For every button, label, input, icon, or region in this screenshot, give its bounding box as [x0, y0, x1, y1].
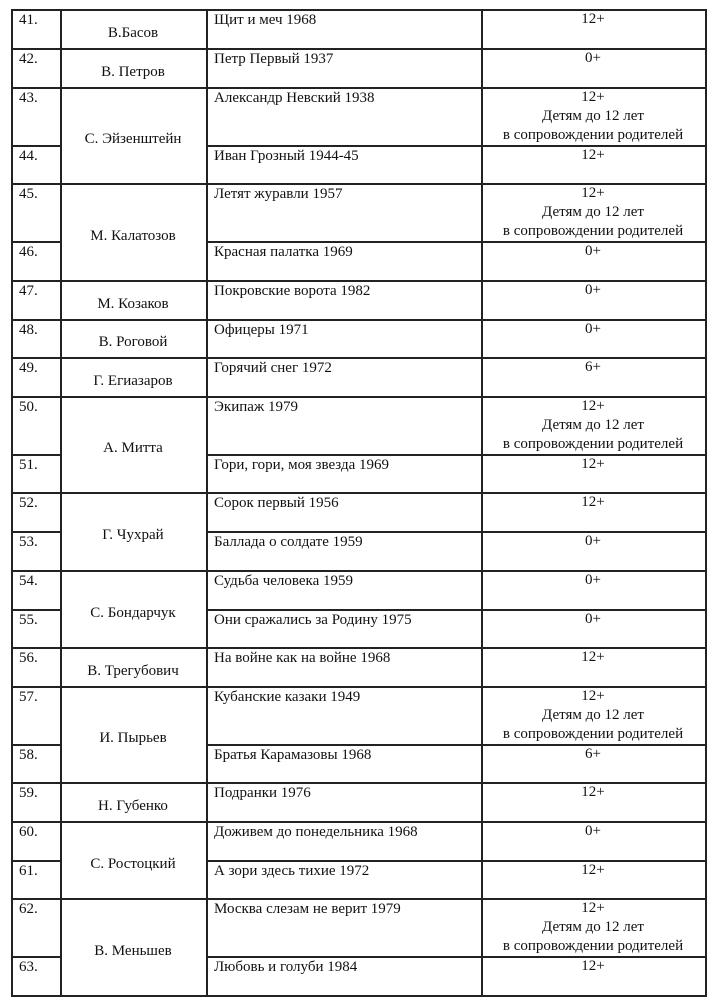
director-divider	[60, 492, 208, 494]
age-rating	[481, 184, 705, 241]
film-title: Доживем до понедельника 1968	[214, 824, 418, 840]
age-rating	[481, 957, 705, 976]
age-rating-value: 6+	[585, 359, 601, 375]
age-rating	[481, 745, 705, 764]
director-divider	[60, 647, 208, 649]
row-divider	[11, 145, 62, 147]
film-title: Сорок первый 1956	[214, 495, 339, 511]
film-title: Офицеры 1971	[214, 322, 309, 338]
director-divider	[60, 357, 208, 359]
row-number: 47.	[19, 283, 38, 299]
column-divider	[481, 9, 483, 997]
row-divider	[11, 744, 62, 746]
row-number: 56.	[19, 650, 38, 666]
age-rating	[481, 88, 705, 145]
row-divider	[11, 570, 62, 572]
row-divider	[11, 396, 62, 398]
age-rating-note: Детям до 12 лет	[542, 108, 644, 124]
row-divider	[11, 319, 62, 321]
row-number: 44.	[19, 148, 38, 164]
row-number: 46.	[19, 244, 38, 260]
row-divider	[11, 357, 62, 359]
age-rating	[481, 571, 705, 590]
film-title: Иван Грозный 1944-45	[214, 148, 359, 164]
age-rating-note: в сопровождении родителей	[502, 127, 684, 143]
age-rating	[481, 242, 705, 261]
row-number: 51.	[19, 457, 38, 473]
director-name: Г. Егиазаров	[93, 372, 173, 389]
director-name: А. Митта	[103, 440, 163, 456]
row-divider	[11, 531, 62, 533]
film-title: Покровские ворота 1982	[214, 283, 371, 299]
row-number: 58.	[19, 747, 38, 763]
director-divider	[60, 570, 208, 572]
director-divider	[60, 48, 208, 50]
director-name: В. Трегубович	[87, 662, 179, 679]
director-name: Н. Губенко	[98, 797, 168, 814]
age-rating	[481, 610, 705, 629]
director-divider	[60, 686, 208, 688]
row-divider	[11, 609, 62, 611]
table-top-border	[11, 9, 707, 11]
film-title: Экипаж 1979	[214, 399, 299, 415]
age-rating-value: 6+	[585, 746, 601, 762]
age-rating	[481, 783, 705, 802]
row-divider	[11, 492, 62, 494]
age-rating-value: 0+	[585, 282, 601, 298]
age-rating-value: 12+	[581, 398, 605, 414]
row-divider	[11, 48, 62, 50]
director-divider	[60, 995, 208, 997]
film-title: Щит и меч 1968	[214, 12, 317, 28]
age-rating	[481, 397, 705, 454]
film-title: Баллада о солдате 1959	[214, 534, 363, 550]
row-number: 60.	[19, 824, 38, 840]
row-divider	[11, 183, 62, 185]
director-name: Г. Чухрай	[102, 527, 164, 543]
director-name: С. Эйзенштейн	[84, 131, 182, 147]
age-rating-note: Детям до 12 лет	[542, 707, 644, 723]
film-title: Александр Невский 1938	[214, 90, 375, 106]
age-rating-note: в сопровождении родителей	[502, 938, 684, 954]
director-name: В.Басов	[107, 24, 159, 41]
age-rating	[481, 320, 705, 339]
director-divider	[60, 396, 208, 398]
director-name: С. Ростоцкий	[90, 855, 176, 872]
age-rating-value: 12+	[581, 456, 605, 472]
row-number: 63.	[19, 959, 38, 975]
age-rating	[481, 493, 705, 512]
age-rating-note: Детям до 12 лет	[542, 919, 644, 935]
film-title: На войне как на войне 1968	[214, 650, 391, 666]
film-title: Москва слезам не верит 1979	[214, 901, 401, 917]
age-rating-value: 12+	[581, 862, 605, 878]
film-title: Горячий снег 1972	[214, 360, 332, 376]
film-title: А зори здесь тихие 1972	[214, 863, 370, 879]
age-rating-value: 12+	[581, 900, 605, 916]
film-title: Петр Первый 1937	[214, 51, 334, 67]
age-rating-value: 0+	[585, 572, 601, 588]
column-divider	[705, 9, 707, 997]
age-rating-value: 12+	[581, 958, 605, 974]
age-rating-value: 0+	[585, 243, 601, 259]
row-divider	[206, 995, 707, 997]
row-number: 53.	[19, 534, 38, 550]
film-title: Красная палатка 1969	[214, 244, 353, 260]
row-number: 52.	[19, 495, 38, 511]
director-name: В. Роговой	[98, 334, 168, 350]
row-number: 57.	[19, 689, 38, 705]
row-number: 49.	[19, 360, 38, 376]
film-title: Судьба человека 1959	[214, 573, 354, 589]
age-rating-value: 12+	[581, 185, 605, 201]
age-rating	[481, 455, 705, 474]
row-divider	[11, 241, 62, 243]
film-title: Гори, гори, моя звезда 1969	[214, 457, 389, 473]
row-number: 45.	[19, 186, 38, 202]
row-number: 50.	[19, 399, 38, 415]
age-rating-value: 0+	[585, 533, 601, 549]
film-title: Летят журавли 1957	[214, 186, 343, 202]
column-divider	[11, 9, 13, 997]
row-number: 61.	[19, 863, 38, 879]
director-divider	[60, 280, 208, 282]
director-divider	[60, 183, 208, 185]
age-rating-value: 0+	[585, 50, 601, 66]
film-title: Кубанские казаки 1949	[214, 689, 361, 705]
director-name: С. Бондарчук	[90, 604, 176, 621]
age-rating-value: 12+	[581, 89, 605, 105]
director-name: В. Петров	[101, 63, 165, 80]
row-divider	[11, 280, 62, 282]
film-title: Братья Карамазовы 1968	[214, 747, 372, 763]
age-rating	[481, 10, 705, 29]
row-number: 48.	[19, 322, 38, 338]
row-number: 59.	[19, 785, 38, 801]
row-number: 55.	[19, 612, 38, 628]
director-divider	[60, 319, 208, 321]
director-name: М. Калатозов	[90, 227, 176, 244]
row-divider	[11, 686, 62, 688]
row-divider	[11, 898, 62, 900]
film-title: Любовь и голуби 1984	[214, 959, 358, 975]
row-number: 43.	[19, 90, 38, 106]
age-rating-value: 12+	[581, 494, 605, 510]
age-rating-value: 12+	[581, 688, 605, 704]
age-rating-value: 0+	[585, 611, 601, 627]
age-rating	[481, 648, 705, 667]
film-title: Подранки 1976	[214, 785, 311, 801]
row-number: 42.	[19, 51, 38, 67]
age-rating-value: 12+	[581, 649, 605, 665]
row-number: 62.	[19, 901, 38, 917]
age-rating	[481, 687, 705, 744]
age-rating	[481, 49, 705, 68]
column-divider	[60, 9, 62, 997]
director-divider	[60, 782, 208, 784]
row-number: 41.	[19, 12, 38, 28]
age-rating-note: Детям до 12 лет	[542, 204, 644, 220]
age-rating-value: 0+	[585, 321, 601, 337]
director-name: В. Меньшев	[94, 942, 172, 959]
director-divider	[60, 821, 208, 823]
row-number: 54.	[19, 573, 38, 589]
row-divider	[11, 782, 62, 784]
age-rating-note: Детям до 12 лет	[542, 417, 644, 433]
age-rating-value: 12+	[581, 784, 605, 800]
director-divider	[60, 87, 208, 89]
row-divider	[11, 87, 62, 89]
age-rating	[481, 822, 705, 841]
row-divider	[11, 454, 62, 456]
row-divider	[11, 956, 62, 958]
age-rating-note: в сопровождении родителей	[502, 726, 684, 742]
age-rating	[481, 358, 705, 377]
age-rating-value: 0+	[585, 823, 601, 839]
column-divider	[206, 9, 208, 997]
age-rating	[481, 146, 705, 165]
row-divider	[11, 860, 62, 862]
director-name: М. Козаков	[97, 295, 169, 312]
director-name: И. Пырьев	[99, 730, 167, 746]
row-divider	[11, 647, 62, 649]
row-divider	[11, 821, 62, 823]
age-rating	[481, 281, 705, 300]
age-rating	[481, 861, 705, 880]
age-rating-note: в сопровождении родителей	[502, 223, 684, 239]
row-divider	[11, 995, 62, 997]
director-divider	[60, 898, 208, 900]
age-rating	[481, 899, 705, 956]
age-rating-value: 12+	[581, 147, 605, 163]
age-rating-value: 12+	[581, 11, 605, 27]
age-rating	[481, 532, 705, 551]
age-rating-note: в сопровождении родителей	[502, 436, 684, 452]
film-title: Они сражались за Родину 1975	[214, 612, 412, 628]
